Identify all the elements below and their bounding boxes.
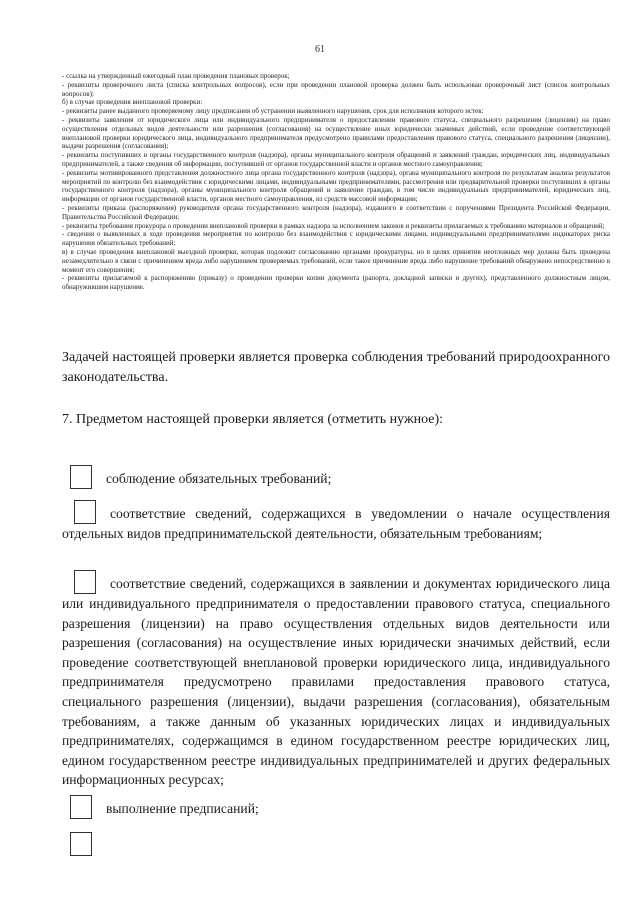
- list-item: в) в случае проведения внеплановой выездной проверки, которая подлежит согласованию органами прокуратуры, но в целях принятия неотложных мер должна быть проведена незамедлительно в связи с причинением вреда либо нарушением проверяемых требований, если такое причинение вреда либо нарушение требований обнаружено непосредственно в момент его совершения;: [62, 247, 610, 274]
- checkbox[interactable]: [70, 832, 92, 856]
- option-label: соответствие сведений, содержащихся в уведомлении о начале осуществления отдельных видов предпринимательской деятельности, обязательным требованиям;: [62, 506, 610, 541]
- option-notification-compliance: [62, 500, 610, 544]
- list-item: - реквизиты требования прокурора о проведении внеплановой проверки в рамках надзора за исполнением законов и реквизиты прилагаемых к требованию материалов и обращений;: [62, 221, 605, 230]
- option-compliance: [70, 465, 610, 489]
- option-application-compliance: [62, 570, 610, 790]
- list-item: - сведения о выявленных в ходе проведения мероприятия по контролю без взаимодействия с юридическими лицами, индивидуальными предпринимателями индикаторах риска нарушения обязательных требований;: [62, 230, 610, 248]
- checkbox[interactable]: [70, 465, 92, 489]
- option-label: соответствие сведений, содержащихся в заявлении и документах юридического лица или индивидуального предпринимателя о предоставлении правового статуса, специального разрешения (лицензии) на право осуществления отдельных видов деятельности или разрешения (согласования) на осуществление иных юридически значимых действий, если проведение соответствующей внеплановой проверки юридического лица, индивидуального предпринимателя предусмотрено правилами предоставления правового статуса, специального разрешения (лицензии), выдачи разрешения (согласования), обязательным требованиям, а также данным об указанных юридических лицах и индивидуальных предпринимателях, содержащимся в едином государственном реестре юридических лиц, едином государственном реестре индивидуальных предпринимателей и других федеральных информационных ресурсах;: [62, 576, 610, 788]
- list-item: - ссылка на утвержденный ежегодный план проведения плановых проверок;: [62, 72, 290, 80]
- inspection-task-paragraph: Задачей настоящей проверки является проверка соблюдения требований природоохранного законодательства.: [62, 350, 610, 385]
- option-orders-fulfillment: [70, 795, 610, 819]
- page-number: 61: [315, 44, 325, 55]
- inspection-grounds-list: [62, 72, 610, 292]
- option-label: соблюдение обязательных требований;: [106, 471, 332, 486]
- list-item: - реквизиты заявления от юридического лица или индивидуального предпринимателя о предоставлении правового статуса, специального разрешения (лицензии) на право осуществления отдельных видов деятельности или разрешения (согласования) на осуществление иных юридически значимых действий, если проведение соответствующей внеплановой проверки юридического лица, индивидуального предпринимателя предусмотрено правилами предоставления правового статуса, специального разрешения (лицензии), выдачи разрешения (согласования);: [62, 115, 610, 151]
- list-item: - реквизиты поступивших в органы государственного контроля (надзора), органы муниципального контроля обращений и заявлений граждан, юридических лиц, индивидуальных предпринимателей, а также сведения об информации, поступившей от органов государственной власти и органов местного самоуправления;: [62, 151, 610, 168]
- section-heading: 7. Предметом настоящей проверки является (отметить нужное):: [62, 412, 444, 427]
- list-item: - реквизиты приказа (распоряжения) руководителя органа государственного контроля (надзора), изданного в соответствии с поручениями Президента Российской Федерации, Правительства Российской Федерации;: [62, 203, 610, 221]
- checkbox[interactable]: [70, 795, 92, 819]
- checkbox[interactable]: [74, 500, 96, 524]
- option-label: выполнение предписаний;: [106, 801, 259, 816]
- list-item: - реквизиты ранее выданного проверяемому лицу предписания об устранении выявленного нарушения, срок для исполнения которого истек:: [62, 107, 484, 116]
- list-item: б) в случае проведения внеплановой проверки:: [62, 98, 203, 107]
- option-blank: [70, 832, 610, 856]
- checkbox[interactable]: [74, 570, 96, 594]
- list-item: - реквизиты мотивированного представления должностного лица органа государственного контроля (надзора), органа муниципального контроля по результатам анализа результатов мероприятий по контролю без взаимодействия с юридическими лицами, индивидуальными предпринимателями, рассмотрения или предварительной проверки поступивших в органы государственного контроля (надзора), органы муниципального контроля обращений и заявление граждан, в том числе индивидуальных предпринимателей, юридических лиц, информации от органов государственной власти, органов местного самоуправления, из средств массовой информации;: [62, 168, 610, 204]
- list-item: - реквизиты прилагаемой к распоряжению (приказу) о проведении проверки копии документа (рапорта, докладной записки и других), представленного должностным лицом, обнаружившим нарушение.: [62, 274, 610, 292]
- list-item: - реквизиты проверочного листа (списка контрольных вопросов), если при проведении плановой проверка должен быть использован проверочный лист (список контрольных вопросов);: [62, 80, 610, 98]
